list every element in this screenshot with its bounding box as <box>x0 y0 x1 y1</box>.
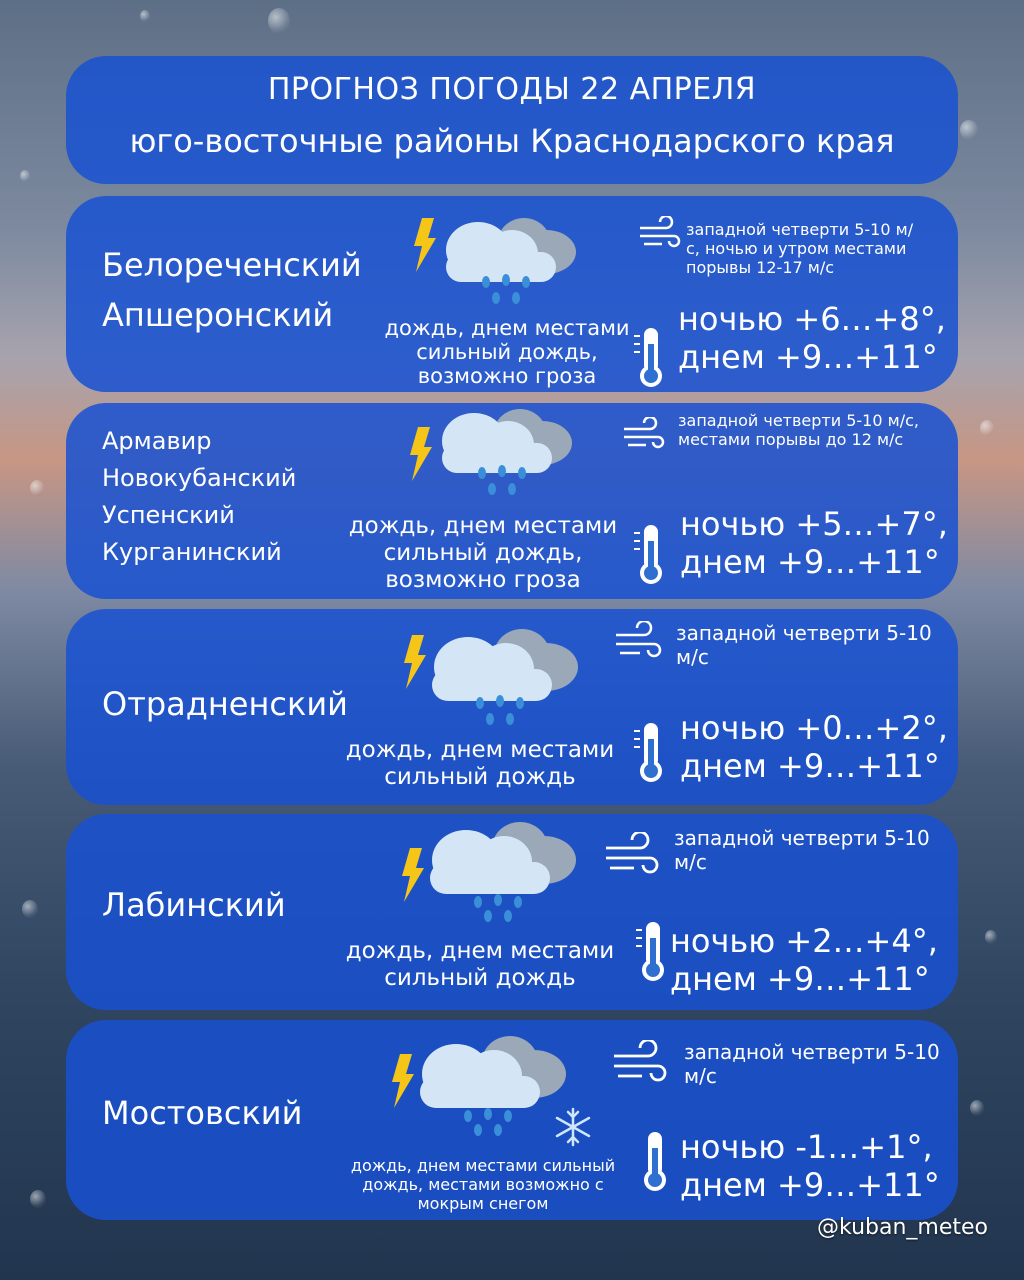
thermometer-icon <box>636 1128 670 1194</box>
snowflake-icon <box>552 1106 594 1148</box>
thermometer-icon <box>632 719 666 785</box>
district-list <box>102 1088 302 1138</box>
district-list <box>102 240 362 340</box>
lightning-rain-cloud-icon <box>396 625 586 725</box>
rain-cloud-icon <box>430 822 576 922</box>
district-name: Апшеронский <box>102 296 334 334</box>
conditions-text: дождь, днем местами сильный дождь <box>345 938 615 991</box>
conditions-text: дождь, днем местами сильный дождь, возможно гроза <box>348 513 618 593</box>
rain-cloud-icon <box>420 1036 566 1136</box>
wind-icon <box>614 621 662 665</box>
temperature-night: ночью +6…+8°, <box>678 300 946 338</box>
district-name: Лабинский <box>102 886 286 924</box>
wind-icon <box>612 1040 668 1088</box>
temperature-night: ночью +2…+4°, <box>670 922 938 960</box>
temperature-block <box>678 300 946 376</box>
forecast-section-labinsky <box>66 814 958 1010</box>
district-name: Новокубанский <box>102 464 297 492</box>
temperature-block <box>670 922 938 998</box>
forecast-section-belorechensky <box>66 196 958 392</box>
wind-icon <box>638 216 682 256</box>
lightning-icon <box>402 848 424 902</box>
thermometer-icon <box>632 324 666 390</box>
lightning-icon <box>410 427 432 481</box>
wind-text: западной четверти 5-10 м/с <box>676 621 932 669</box>
wind-icon <box>622 417 666 457</box>
district-list <box>102 679 348 729</box>
district-list <box>102 423 296 571</box>
district-name: Мостовский <box>102 1094 303 1132</box>
wind-text: западной четверти 5-10 м/с <box>674 826 930 874</box>
district-name: Армавир <box>102 427 212 455</box>
district-list <box>102 880 286 930</box>
district-name: Успенский <box>102 501 235 529</box>
temperature-block <box>680 505 948 581</box>
lightning-rain-cloud-icon <box>384 1032 574 1136</box>
forecast-section-otradnensky <box>66 609 958 805</box>
temperature-night: ночью +0…+2°, <box>680 709 948 747</box>
lightning-icon <box>414 218 436 272</box>
district-name: Отрадненский <box>102 685 348 723</box>
lightning-icon <box>392 1054 414 1108</box>
wind-text: западной четверти 5-10 м/с <box>684 1040 940 1088</box>
temperature-day: днем +9…+11° <box>680 747 940 785</box>
temperature-day: днем +9…+11° <box>680 543 940 581</box>
temperature-day: днем +9…+11° <box>670 960 930 998</box>
author-handle: @kuban_meteo <box>817 1215 988 1240</box>
lightning-rain-cloud-icon <box>394 818 584 922</box>
lightning-rain-cloud-icon <box>406 212 586 312</box>
temperature-block <box>680 1128 940 1204</box>
wind-text: западной четверти 5-10 м/с, местами порывы до 12 м/с <box>678 411 919 449</box>
wind-text: западной четверти 5-10 м/с, ночью и утром местами порывы 12-17 м/с <box>686 220 914 277</box>
conditions-text: дождь, днем местами сильный дождь, возможно гроза <box>384 316 630 388</box>
wind-icon <box>604 832 660 880</box>
temperature-night: ночью +5…+7°, <box>680 505 948 543</box>
rain-cloud-icon <box>442 409 572 495</box>
conditions-text: дождь, днем местами сильный дождь <box>345 737 615 790</box>
forecast-header <box>66 56 958 184</box>
temperature-day: днем +9…+11° <box>680 1166 940 1204</box>
thermometer-icon <box>634 918 668 984</box>
district-name: Курганинский <box>102 538 282 566</box>
forecast-section-mostovsky <box>66 1020 958 1220</box>
rain-cloud-icon <box>432 629 578 725</box>
page-title: ПРОГНОЗ ПОГОДЫ 22 АПРЕЛЯ <box>267 72 757 107</box>
page-subtitle: юго-восточные районы Краснодарского края <box>129 122 895 160</box>
lightning-rain-cloud-icon <box>402 405 582 505</box>
conditions-text: дождь, днем местами сильный дождь, местами возможно с мокрым снегом <box>350 1156 616 1213</box>
forecast-section-armavir <box>66 403 958 599</box>
rain-cloud-icon <box>446 218 576 304</box>
lightning-icon <box>404 635 426 689</box>
temperature-day: днем +9…+11° <box>678 338 938 376</box>
temperature-night: ночью -1…+1°, <box>680 1128 933 1166</box>
temperature-block <box>680 709 948 785</box>
thermometer-icon <box>632 521 666 587</box>
district-name: Белореченский <box>102 246 362 284</box>
